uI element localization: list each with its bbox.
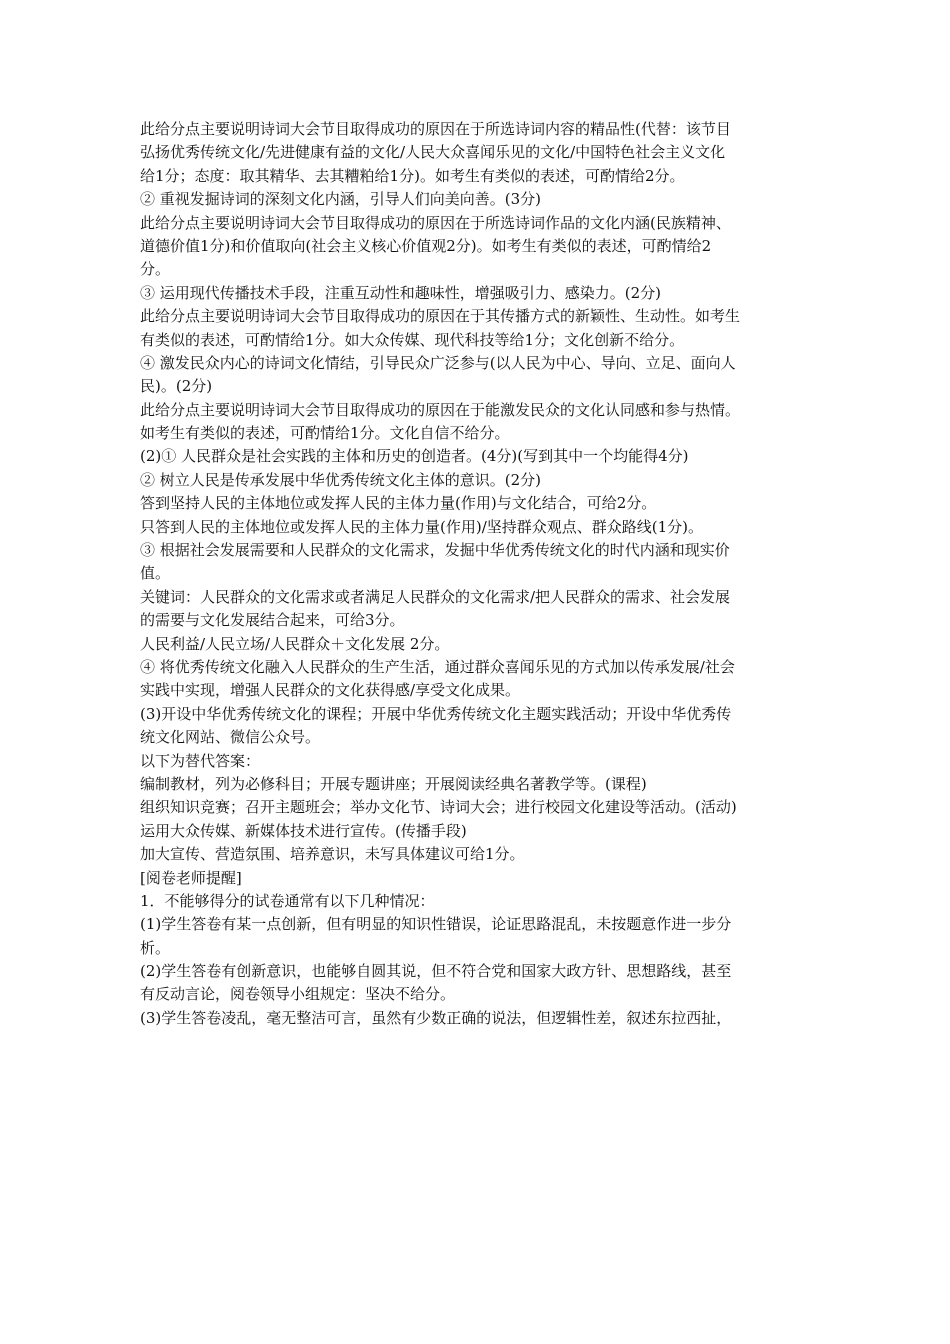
text-line: ② 重视发掘诗词的深刻文化内涵，引导人们向美向善。(3分) (140, 190, 542, 209)
text-line: (1)学生答卷有某一点创新，但有明显的知识性错误，论证思路混乱，未按题意作进一步分 (140, 915, 732, 934)
text-line: 给1分；态度：取其精华、去其糟粕给1分)。如考生有类似的表述，可酌情给2分。 (140, 166, 685, 185)
text-line: 此给分点主要说明诗词大会节目取得成功的原因在于能激发民众的文化认同感和参与热情。 (140, 400, 741, 419)
text-line: 此给分点主要说明诗词大会节目取得成功的原因在于其传播方式的新颖性、生动性。如考生 (140, 307, 741, 326)
text-line: 的需要与文化发展结合起来，可给3分。 (140, 611, 405, 630)
text-line: 有类似的表述，可酌情给1分。如大众传媒、现代科技等给1分；文化创新不给分。 (140, 330, 685, 349)
text-line: 如考生有类似的表述，可酌情给1分。文化自信不给分。 (140, 424, 510, 443)
text-line: 道德价值1分)和价值取向(社会主义核心价值观2分)。如考生有类似的表述，可酌情给2 (140, 236, 712, 255)
text-line: 实践中实现，增强人民群众的文化获得感/享受文化成果。 (140, 681, 521, 700)
text-line: 运用大众传媒、新媒体技术进行宣传。(传播手段) (140, 821, 467, 840)
text-line: 人民利益/人民立场/人民群众＋文化发展 2分。 (140, 634, 450, 653)
text-line: 分。 (140, 260, 171, 279)
text-line: 1．不能够得分的试卷通常有以下几种情况： (140, 891, 435, 910)
text-line: 以下为替代答案： (140, 751, 261, 770)
text-line: 析。 (140, 938, 171, 957)
text-line: 编制教材，列为必修科目；开展专题讲座；开展阅读经典名著教学等。(课程) (140, 774, 647, 793)
text-line: (3)开设中华优秀传统文化的课程；开展中华优秀传统文化主题实践活动；开设中华优秀传 (140, 704, 732, 723)
text-line: 弘扬优秀传统文化/先进健康有益的文化/人民大众喜闻乐见的文化/中国特色社会主义文化 (140, 143, 726, 162)
text-line: 此给分点主要说明诗词大会节目取得成功的原因在于所选诗词内容的精品性(代替：该节目 (140, 120, 731, 138)
text-line: 值。 (140, 564, 171, 583)
text-line: ④ 将优秀传统文化融入人民群众的生产生活，通过群众喜闻乐见的方式加以传承发展/社会 (140, 657, 735, 676)
text-line: (2)① 人民群众是社会实践的主体和历史的创造者。(4分)(写到其中一个均能得4分) (140, 447, 689, 466)
text-line: 民)。(2分) (140, 377, 213, 396)
text-line: ③ 运用现代传播技术手段，注重互动性和趣味性，增强吸引力、感染力。(2分) (140, 283, 662, 302)
text-line: 答到坚持人民的主体地位或发挥人民的主体力量(作用)与文化结合，可给2分。 (140, 494, 657, 513)
section-heading: [阅卷老师提醒] (140, 868, 242, 887)
text-line: ③ 根据社会发展需要和人民群众的文化需求，发掘中华优秀传统文化的时代内涵和现实价 (140, 541, 730, 560)
text-line: (3)学生答卷凌乱，毫无整洁可言，虽然有少数正确的说法，但逻辑性差，叙述东拉西扯， (140, 1008, 732, 1027)
text-line: 只答到人民的主体地位或发挥人民的主体力量(作用)/坚持群众观点、群众路线(1分)。 (140, 517, 704, 536)
text-line: 此给分点主要说明诗词大会节目取得成功的原因在于所选诗词作品的文化内涵(民族精神、 (140, 213, 731, 232)
text-line: 关键词：人民群众的文化需求或者满足人民群众的文化需求/把人民群众的需求、社会发展 (140, 587, 731, 606)
text-line: ② 树立人民是传承发展中华优秀传统文化主体的意识。(2分) (140, 470, 542, 489)
text-line: 统文化网站、微信公众号。 (140, 728, 321, 747)
text-line: 加大宣传、营造氛围、培养意识，未写具体建议可给1分。 (140, 845, 525, 864)
text-line: 组织知识竞赛；召开主题班会；举办文化节、诗词大会；进行校园文化建设等活动。(活动) (140, 798, 737, 817)
text-line: ④ 激发民众内心的诗词文化情结，引导民众广泛参与(以人民为中心、导向、立足、面向人 (140, 353, 736, 372)
text-line: (2)学生答卷有创新意识，也能够自圆其说，但不符合党和国家大政方针、思想路线，甚至 (140, 962, 732, 981)
text-line: 有反动言论，阅卷领导小组规定：坚决不给分。 (140, 985, 456, 1004)
document-body (140, 118, 816, 1030)
